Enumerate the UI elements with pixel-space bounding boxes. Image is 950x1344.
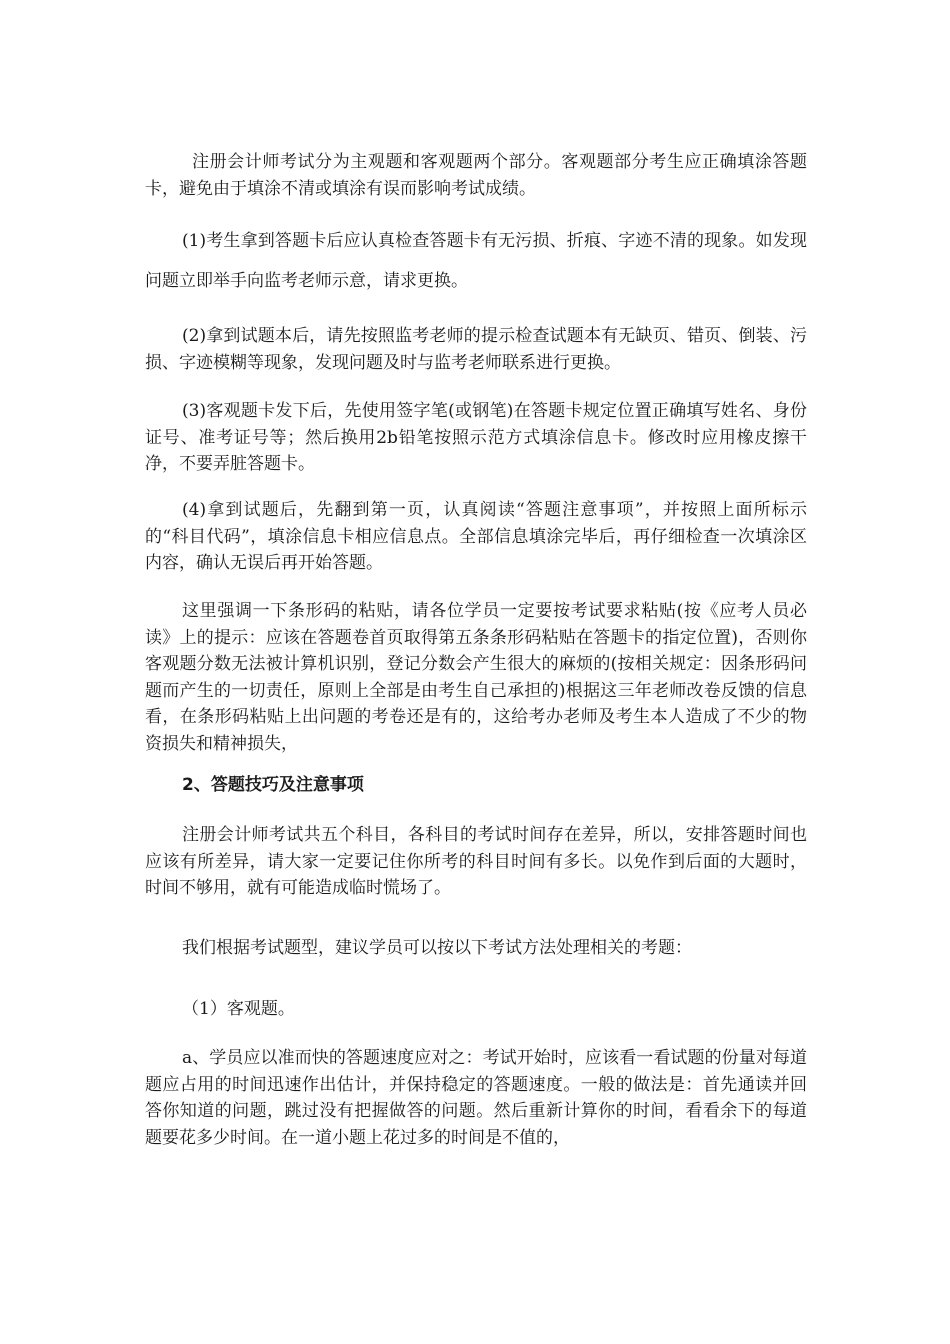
subheading-objective: （1）客观题。 [182,999,295,1019]
paragraph-item-2: (2)拿到试题本后，请先按照监考老师的提示检查试题本有无缺页、错页、倒装、污损、字迹模糊等现象，发现问题及时与监考老师联系进行更换。 [145,326,807,373]
paragraph-barcode-note: 这里强调一下条形码的粘贴，请各位学员一定要按考试要求粘贴(按《应考人员必读》上的提示：应该在答题卷首页取得第五条条形码粘贴在答题卡的指定位置)，否则你客观题分数无法被计算机识别，登记分数会产生很大的麻烦的(按相关规定：因条形码问题而产生的一切责任，原则上全部是由考生自己承担的)根据这三年老师改卷反馈的信息看，在条形码粘贴上出问题的考卷还是有的，这给考办老师及考生本人造成了不少的物资损失和精神损失， [145,601,807,754]
paragraph-item-1: (1)考生拿到答题卡后应认真检查答题卡有无污损、折痕、字迹不清的现象。如发现问题立即举手向监考老师示意，请求更换。 [145,231,807,291]
section-heading: 2、答题技巧及注意事项 [182,775,364,795]
paragraph-intro: 注册会计师考试分为主观题和客观题两个部分。客观题部分考生应正确填涂答题卡，避免由于填涂不清或填涂有误而影响考试成绩。 [145,152,807,199]
paragraph-item-4: (4)拿到试题后，先翻到第一页，认真阅读“答题注意事项”，并按照上面所标示的“科目代码”，填涂信息卡相应信息点。全部信息填涂完毕后，再仔细检查一次填涂区内容，确认无误后再开始答题。 [145,500,807,573]
paragraph-item-3: (3)客观题卡发下后，先使用签字笔(或钢笔)在答题卡规定位置正确填写姓名、身份证号、准考证号等；然后换用2b铅笔按照示范方式填涂信息卡。修改时应用橡皮擦干净，不要弄脏答题卡。 [145,401,807,474]
paragraph-item-a: a、学员应以准而快的答题速度应对之：考试开始时，应该看一看试题的份量对每道题应占用的时间迅速作出估计，并保持稳定的答题速度。一般的做法是：首先通读并回答你知道的问题，跳过没有把握做答的问题。然后重新计算你的时间，看看余下的每道题要花多少时间。在一道小题上花过多的时间是不值的， [145,1048,807,1148]
paragraph-exam-time: 注册会计师考试共五个科目，各科目的考试时间存在差异，所以，安排答题时间也应该有所差异，请大家一定要记住你所考的科目时间有多长。以免作到后面的大题时，时间不够用，就有可能造成临时慌场了。 [145,825,807,898]
paragraph-method-intro: 我们根据考试题型，建议学员可以按以下考试方法处理相关的考题： [182,938,692,958]
